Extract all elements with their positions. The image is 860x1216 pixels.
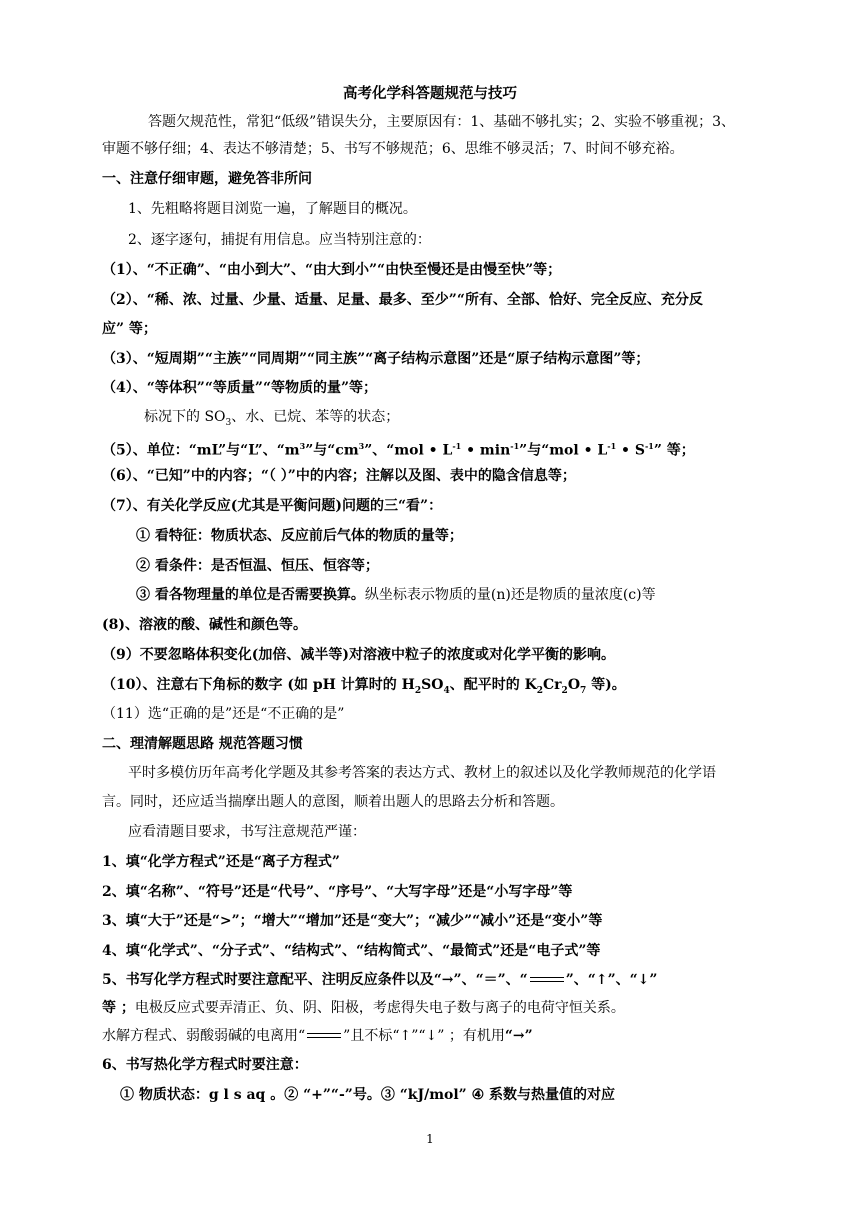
check-2: ② 看条件：是否恒温、恒压、恒容等； — [136, 558, 379, 574]
rule-6: 6、书写热化学方程式时要注意： — [102, 1057, 308, 1073]
note-text: 标况下的 SO — [144, 409, 226, 425]
intro-line-2: 审题不够仔细；4、表达不够清楚；5、书写不够规范；6、思维不够灵活；7、时间不够充裕。 — [102, 141, 684, 157]
rule-4: 4、填“化学式”、“分子式”、“结构式”、“结构简式”、“最简式”还是“电子式”等 — [102, 943, 601, 959]
superscript: -1 — [644, 441, 654, 451]
text-run: ”、“mol • L — [364, 442, 453, 459]
item-5 — [102, 437, 695, 460]
rule-3: 3、填“大于”还是“>”；“增大”“增加”还是“变大”；“减少”“减小”还是“变小”等 — [102, 913, 603, 929]
item-4: （4）、“等体积”“等质量”“等物质的量”等； — [102, 380, 378, 396]
item-4-note — [144, 408, 399, 432]
rule-6-note: ① 物质状态：g l s aq 。② “+”“-”号。③ “kJ/mol” ④ 系数与热量值的对应 — [120, 1087, 616, 1103]
note-text: 、水、已烷、苯等的状态； — [231, 409, 400, 425]
text-run: 5、书写化学方程式时要注意配平、注明反应条件以及“→”、“＝”、“ — [102, 972, 528, 988]
text-run: ③ 看各物理量的单位是否需要换算。 — [136, 587, 365, 603]
item-6: （6）、“已知”中的内容；“（ ）”中的内容；注解以及图、表中的隐含信息等； — [102, 468, 576, 484]
item-2a: （2）、“稀、浓、过量、少量、适量、足量、最多、至少”“所有、全部、恰好、完全反应、充分反 — [102, 292, 703, 308]
item-7: （7）、有关化学反应(尤其是平衡问题)问题的三“看”： — [102, 498, 443, 514]
item-9: （9）不要忽略体积变化(加倍、减半等)对溶液中粒子的浓度或对化学平衡的影响。 — [102, 647, 615, 663]
page-title: 高考化学科答题规范与技巧 — [343, 85, 517, 102]
section-2-para-1a: 平时多模仿历年高考化学题及其参考答案的表达方式、教材上的叙述以及化学教师规范的化学语 — [128, 765, 716, 781]
superscript: 3 — [358, 441, 365, 451]
rule-2: 2、填“名称”、“符号”还是“代号”、“序号”、“大写字母”还是“小写字母”等 — [102, 884, 573, 900]
superscript: 3 — [299, 441, 306, 451]
text-run: 等 ； — [102, 1000, 135, 1016]
check-1: ① 看特征：物质状态、反应前后气体的物质的量等； — [136, 528, 463, 544]
page-number: 1 — [426, 1132, 434, 1146]
superscript: -1 — [510, 441, 520, 451]
intro-line-1: 答题欠规范性，常犯“低级”错误失分，主要原因有：1、基础不够扎实；2、实验不够重视；3、 — [148, 114, 736, 130]
subscript: 2 — [561, 685, 568, 696]
text-run: ”、“↑”、“↓” — [565, 972, 658, 988]
text-run: “→” — [504, 1028, 533, 1044]
text-run: O — [567, 677, 581, 693]
rule-5c — [102, 1027, 533, 1045]
section-2-para-2: 应看清题目要求，书写注意规范严谨： — [128, 824, 366, 840]
superscript: -1 — [452, 441, 462, 451]
equilibrium-arrow-icon — [530, 976, 564, 984]
text-run: ”与“mol • L — [519, 442, 608, 459]
text-run: 电极反应式要弄清正、负、阴、阳极，考虑得失电子数与离子的电荷守恒关系。 — [134, 1000, 625, 1016]
superscript: -1 — [607, 441, 617, 451]
text-run: 等)。 — [586, 677, 626, 693]
rule-5a — [102, 971, 657, 989]
text-run: 、配平时的 K — [449, 677, 537, 693]
text-run: 纵坐标表示物质的量(n)还是物质的量浓度(c)等 — [364, 587, 656, 603]
section-2-heading: 二、理清解题思路 规范答题习惯 — [102, 736, 303, 752]
rule-5b — [102, 999, 625, 1017]
item-1: （1）、“不正确”、“由小到大”、“由大到小”“由快至慢还是由慢至快”等； — [102, 262, 562, 278]
subscript: 2 — [536, 685, 544, 696]
text-run: ”且不标“↑”“↓” ；有机用 — [343, 1028, 505, 1044]
tip-2: 2、逐字逐句，捕捉有用信息。应当特别注意的： — [128, 232, 431, 248]
text-run: ”与“cm — [305, 442, 359, 459]
item-8: (8)、溶液的酸、碱性和颜色等。 — [102, 617, 307, 633]
item-11: （11）选“正确的是”还是“不正确的是” — [102, 706, 345, 722]
rule-1: 1、填“化学方程式”还是“离子方程式” — [102, 854, 340, 870]
subscript: 2 — [414, 685, 422, 696]
section-2-para-1b: 言。同时，还应适当揣摩出题人的意图，顺着出题人的思路去分析和答题。 — [102, 794, 564, 810]
subscript: 7 — [580, 685, 587, 696]
item-2b: 应” 等； — [102, 321, 157, 337]
text-run: 水解方程式、弱酸弱碱的电离用“ — [102, 1028, 306, 1044]
section-1-heading: 一、注意仔细审题，避免答非所问 — [102, 171, 312, 187]
text-run: Cr — [543, 677, 562, 693]
text-run: （5）、单位：“mL”与“L”、“m — [102, 442, 300, 459]
subscript: 3 — [225, 417, 232, 428]
tip-1: 1、先粗略将题目浏览一遍，了解题目的概况。 — [128, 201, 417, 217]
subscript: 4 — [443, 685, 450, 696]
text-run: SO — [421, 677, 444, 693]
text-run: ” 等； — [653, 442, 695, 459]
text-run: （10）、注意右下角标的数字 (如 pH 计算时的 H — [102, 677, 415, 693]
equilibrium-arrow-icon — [307, 1032, 341, 1040]
check-3 — [136, 586, 656, 604]
text-run: • min — [461, 442, 511, 459]
text-run: • S — [616, 442, 645, 459]
item-3: （3）、“短周期”“主族”“同周期”“同主族”“离子结构示意图”还是“原子结构示意图”等； — [102, 351, 650, 367]
item-10 — [102, 676, 626, 700]
